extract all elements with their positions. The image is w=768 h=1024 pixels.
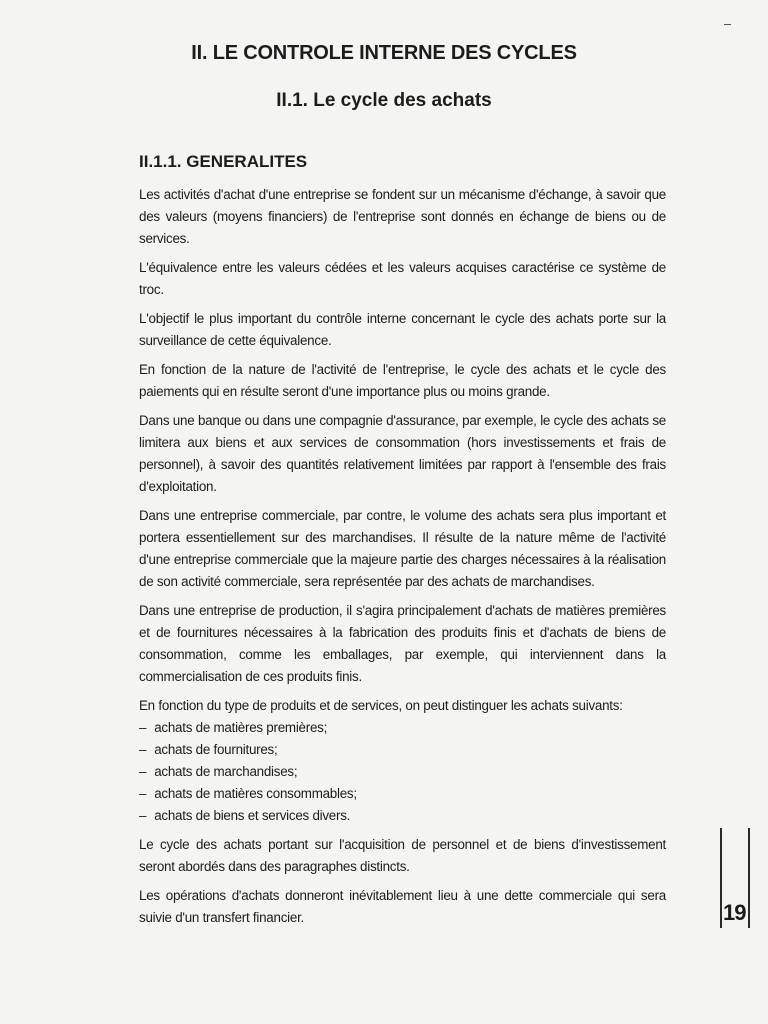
paragraph: Dans une banque ou dans une compagnie d'assurance, par exemple, le cycle des achats se limitera aux biens et aux services de consommation (hors investissements et frais de personnel), à savoir des quantités relativement limitées par rapport à l'ensemble des frais d'exploitation. (139, 413, 666, 494)
paragraph: L'équivalence entre les valeurs cédées et les valeurs acquises caractérise ce système de troc. (139, 260, 666, 297)
subsection-title: II.1.1. GENERALITES (139, 152, 308, 171)
paragraph: Le cycle des achats portant sur l'acquisition de personnel et de biens d'investissement seront abordés dans des paragraphes distincts. (139, 837, 666, 874)
list-item: – achats de matières premières; (139, 717, 666, 739)
list-item: – achats de marchandises; (139, 761, 666, 783)
list-item: – achats de biens et services divers. (139, 805, 666, 827)
paragraph: Dans une entreprise commerciale, par contre, le volume des achats sera plus important et portera essentiellement sur des marchandises. Il résulte de la nature même de l'activité d'une entreprise commerciale que la majeure partie des charges nécessaires à la réalisation de son activité commerciale, sera représentée par des achats de marchandises. (139, 508, 666, 589)
list-item: – achats de fournitures; (139, 739, 666, 761)
paragraph: En fonction du type de produits et de services, on peut distinguer les achats suivants: (139, 698, 623, 713)
paragraph: L'objectif le plus important du contrôle interne concernant le cycle des achats porte sur la surveillance de cette équivalence. (139, 311, 666, 348)
list-item: – achats de matières consommables; (139, 783, 666, 805)
margin-rule (748, 828, 750, 928)
margin-rule (720, 828, 722, 928)
body-text (139, 184, 666, 936)
paragraph: En fonction de la nature de l'activité de l'entreprise, le cycle des achats et le cycle des paiements qui en résulte seront d'une importance plus ou moins grande. (139, 362, 666, 399)
section-title: II.1. Le cycle des achats (276, 90, 492, 111)
purchase-types-list (139, 717, 666, 827)
scan-mark (724, 24, 731, 25)
page-number: 19 (723, 900, 746, 925)
paragraph: Les opérations d'achats donneront inévitablement lieu à une dette commerciale qui sera suivie d'un transfert financier. (139, 888, 666, 925)
paragraph: Les activités d'achat d'une entreprise se fondent sur un mécanisme d'échange, à savoir que des valeurs (moyens financiers) de l'entreprise sont donnés en échange de biens ou de services. (139, 187, 666, 246)
paragraph: Dans une entreprise de production, il s'agira principalement d'achats de matières premières et de fournitures nécessaires à la fabrication des produits finis et d'achats de biens de consommation, comme les emballages, par exemple, qui interviennent dans la commercialisation de ces produits finis. (139, 603, 666, 684)
chapter-title: II. LE CONTROLE INTERNE DES CYCLES (191, 42, 577, 64)
